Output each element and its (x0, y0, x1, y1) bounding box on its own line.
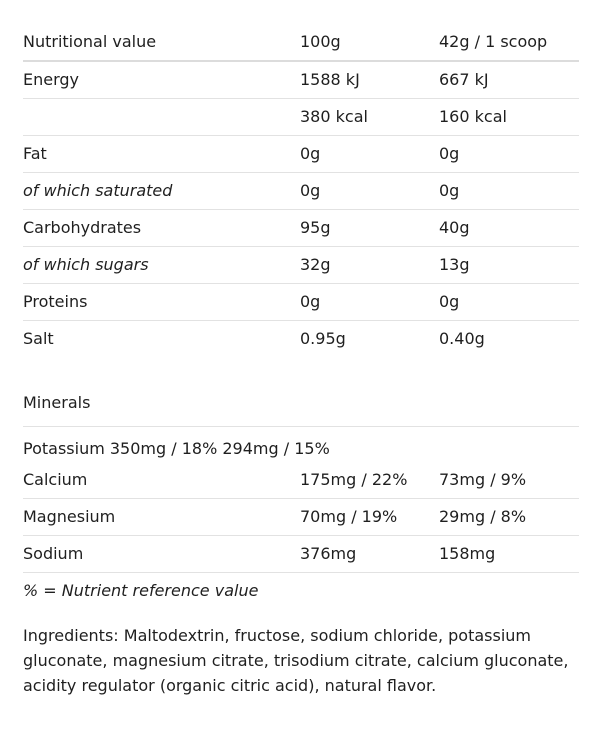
row-per-100g: 0g (300, 181, 321, 200)
row-label: Proteins (23, 292, 88, 311)
row-per-100g: 95g (300, 218, 331, 237)
row-per-100g: 70mg / 19% (300, 507, 398, 526)
table-row (23, 499, 579, 536)
row-per-serving: 0.40g (439, 329, 485, 348)
ingredients-label: Ingredients (23, 626, 114, 645)
nutrition-header-row (23, 21, 579, 62)
row-per-100g: 0.95g (300, 329, 346, 348)
potassium-line (23, 427, 579, 462)
row-label: Magnesium (23, 507, 116, 526)
row-per-serving: 160 kcal (439, 107, 507, 126)
nutrient-reference-note: % = Nutrient reference value (23, 581, 259, 600)
row-per-serving: 0g (439, 181, 460, 200)
row-per-100g: 32g (300, 255, 331, 274)
row-per-100g: 1588 kJ (300, 70, 360, 89)
table-row (23, 247, 579, 284)
table-row (23, 173, 579, 210)
row-per-serving: 158mg (439, 544, 496, 563)
row-per-100g: 175mg / 22% (300, 470, 408, 489)
row-per-100g: 0g (300, 144, 321, 163)
ingredients-paragraph (23, 623, 579, 698)
table-row (23, 136, 579, 173)
table-row (23, 462, 579, 499)
row-per-100g: 376mg (300, 544, 357, 563)
row-per-serving: 0g (439, 292, 460, 311)
table-row (23, 99, 579, 136)
minerals-heading: Minerals (23, 380, 579, 427)
row-per-100g: 0g (300, 292, 321, 311)
header-per-serving: 42g / 1 scoop (439, 32, 548, 51)
row-label: of which sugars (23, 255, 149, 274)
row-label: Fat (23, 144, 47, 163)
nutrition-facts (23, 21, 579, 698)
row-label: Calcium (23, 470, 88, 489)
table-row (23, 321, 579, 357)
table-row (23, 62, 579, 99)
row-per-serving: 29mg / 8% (439, 507, 527, 526)
row-label: Energy (23, 70, 80, 89)
table-row (23, 210, 579, 247)
row-label: Carbohydrates (23, 218, 142, 237)
header-per-100g: 100g (300, 32, 341, 51)
row-per-serving: 73mg / 9% (439, 470, 527, 489)
row-per-serving: 13g (439, 255, 470, 274)
ingredients-text: : Maltodextrin, fructose, sodium chloride, potassium gluconate, magnesium citrate, trisodium citrate, calcium gluconate, acidity regulator (organic citric acid), natural flavor. (23, 626, 569, 695)
row-per-serving: 0g (439, 144, 460, 163)
table-row (23, 284, 579, 321)
row-per-serving: 667 kJ (439, 70, 489, 89)
header-nutritional-value: Nutritional value (23, 32, 157, 51)
row-per-100g: 380 kcal (300, 107, 368, 126)
row-per-serving: 40g (439, 218, 470, 237)
row-label: of which saturated (23, 181, 173, 200)
row-label: Sodium (23, 544, 84, 563)
row-label: Salt (23, 329, 54, 348)
table-row (23, 536, 579, 573)
potassium-text: Potassium 350mg / 18% 294mg / 15% (23, 439, 330, 458)
